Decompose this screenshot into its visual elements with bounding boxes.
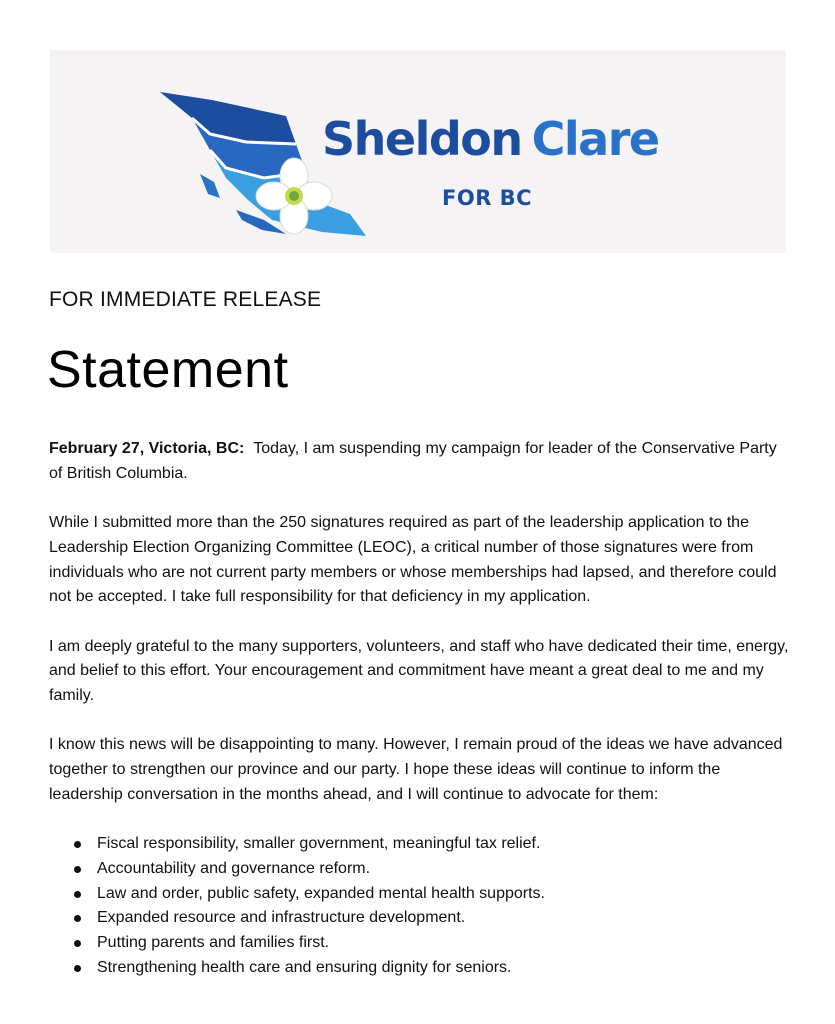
list-item-text: Putting parents and families first. — [97, 934, 330, 951]
page-title: Statement — [47, 341, 289, 399]
logo-wordmark — [322, 112, 659, 166]
logo-banner — [50, 50, 786, 253]
list-item — [49, 956, 794, 981]
list-item — [49, 906, 794, 931]
list-item — [49, 931, 794, 956]
bullet-icon — [74, 965, 81, 972]
list-item-text: Expanded resource and infrastructure development. — [97, 909, 466, 927]
list-item-text: Accountability and governance reform. — [97, 859, 371, 877]
bullet-icon — [74, 915, 81, 922]
bullet-icon — [74, 841, 81, 848]
paragraph-intro — [49, 437, 794, 486]
bullet-icon — [74, 940, 81, 947]
logo-last-name: Clare — [531, 112, 659, 166]
statement-body — [49, 437, 794, 980]
logo-first-name: Sheldon — [322, 112, 522, 166]
paragraph-intro-text: Today, I am suspending my campaign for leader of the Conservative Party of British Columbia. — [49, 440, 777, 482]
list-item-text: Strengthening health care and ensuring dignity for seniors. — [97, 958, 512, 976]
release-label: FOR IMMEDIATE RELEASE — [49, 288, 322, 311]
priorities-list — [49, 832, 794, 980]
paragraph-gratitude: I am deeply grateful to the many supporters, volunteers, and staff who have dedicated their time, energy, and belief to this effort. Your encouragement and commitment have meant a great deal to me and my family. — [49, 637, 789, 704]
paragraph-ideas: I know this news will be disappointing to many. However, I remain proud of the ideas we have advanced together to strengthen our province and our party. I hope these ideas will continue to inform the leadership conversation in the months ahead, and I will continue to advocate for them: — [49, 736, 783, 803]
list-item-text: Fiscal responsibility, smaller government, meaningful tax relief. — [97, 835, 541, 853]
logo-subtitle: FOR BC — [442, 186, 533, 210]
list-item-text: Law and order, public safety, expanded mental health supports. — [97, 884, 545, 902]
list-item — [49, 882, 794, 907]
paragraph-signatures: While I submitted more than the 250 signatures required as part of the leadership application to the Leadership Election Organizing Committee (LEOC), a critical number of those signatures were from individuals who are not current party members or whose memberships had lapsed, and therefore could not be accepted. I take full responsibility for that deficiency in my application. — [49, 514, 777, 606]
bullet-icon — [74, 891, 81, 898]
list-item — [49, 857, 794, 882]
bullet-icon — [74, 866, 81, 873]
list-item — [49, 832, 794, 857]
dateline: February 27, Victoria, BC: — [49, 440, 245, 457]
